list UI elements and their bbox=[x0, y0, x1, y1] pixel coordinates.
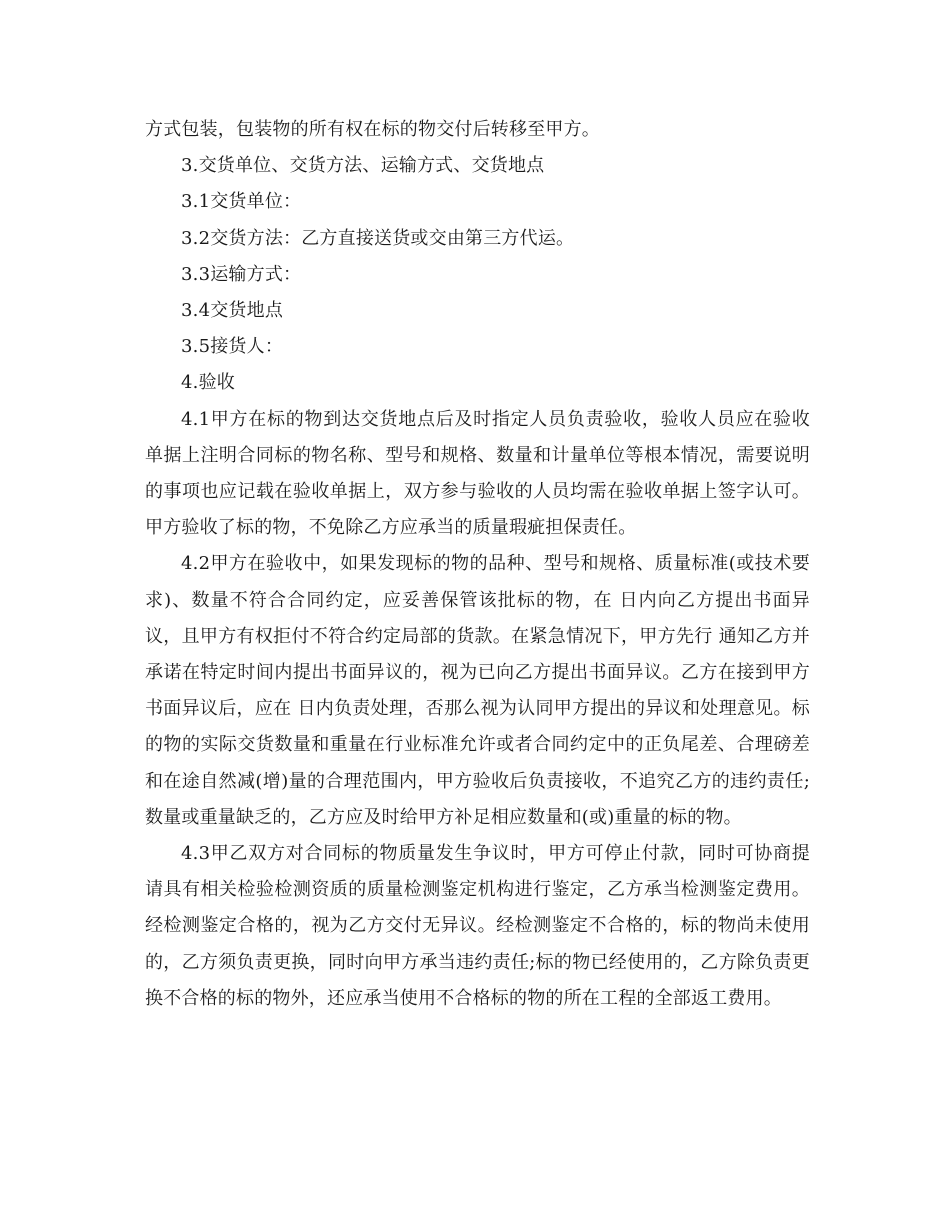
paragraph-acceptance-4-2: 4.2甲方在验收中，如果发现标的物的品种、型号和规格、质量标准(或技术要求)、数量不符合合同约定，应妥善保管该批标的物，在 日内向乙方提出书面异议，且甲方有权拒付不符合约定局部的货款。在紧急情况下，甲方先行 通知乙方并承诺在特定时间内提出书面异议的，视为已向乙方提出书面异议。乙方在接到甲方书面异议后，应在 日内负责处理，否那么视为认同甲方提出的异议和处理意见。标的物的实际交货数量和重量在行业标准允许或者合同约定中的正负尾差、合理磅差和在途自然减(增)量的合理范围内，甲方验收后负责接收，不追究乙方的违约责任;数量或重量缺乏的，乙方应及时给甲方补足相应数量和(或)重量的标的物。 bbox=[145, 553, 810, 828]
paragraph-acceptance-heading: 4.验收 bbox=[181, 372, 235, 394]
paragraph-packaging-tail: 方式包装，包装物的所有权在标的物交付后转移至甲方。 bbox=[145, 119, 600, 140]
paragraph-delivery-location: 3.4交货地点 bbox=[181, 300, 284, 322]
paragraph-acceptance-4-3: 4.3甲乙双方对合同标的物质量发生争议时，甲方可停止付款，同时可协商提请具有相关检验检测资质的质量检测鉴定机构进行鉴定，乙方承当检测鉴定费用。经检测鉴定合格的，视为乙方交付无异议。经检测鉴定不合格的，标的物尚未使用的，乙方须负责更换，同时向甲方承当违约责任;标的物已经使用的，乙方除负责更换不合格的标的物外，还应承当使用不合格标的物的所在工程的全部返工费用。 bbox=[145, 843, 810, 1009]
paragraph-delivery-heading: 3.交货单位、交货方法、运输方式、交货地点 bbox=[181, 155, 545, 177]
paragraph-receiver: 3.5接货人： bbox=[181, 336, 284, 358]
paragraph-delivery-unit: 3.1交货单位： bbox=[181, 191, 302, 213]
paragraph-acceptance-4-1: 4.1甲方在标的物到达交货地点后及时指定人员负责验收，验收人员应在验收单据上注明合同标的物名称、型号和规格、数量和计量单位等根本情况，需要说明的事项也应记载在验收单据上，双方参与验收的人员均需在验收单据上签字认可。甲方验收了标的物，不免除乙方应承当的质量瑕疵担保责任。 bbox=[145, 408, 810, 539]
paragraph-delivery-method: 3.2交货方法：乙方直接送货或交由第三方代运。 bbox=[181, 227, 575, 249]
paragraph-transport-mode: 3.3运输方式： bbox=[181, 263, 302, 285]
document-body bbox=[145, 112, 810, 1017]
